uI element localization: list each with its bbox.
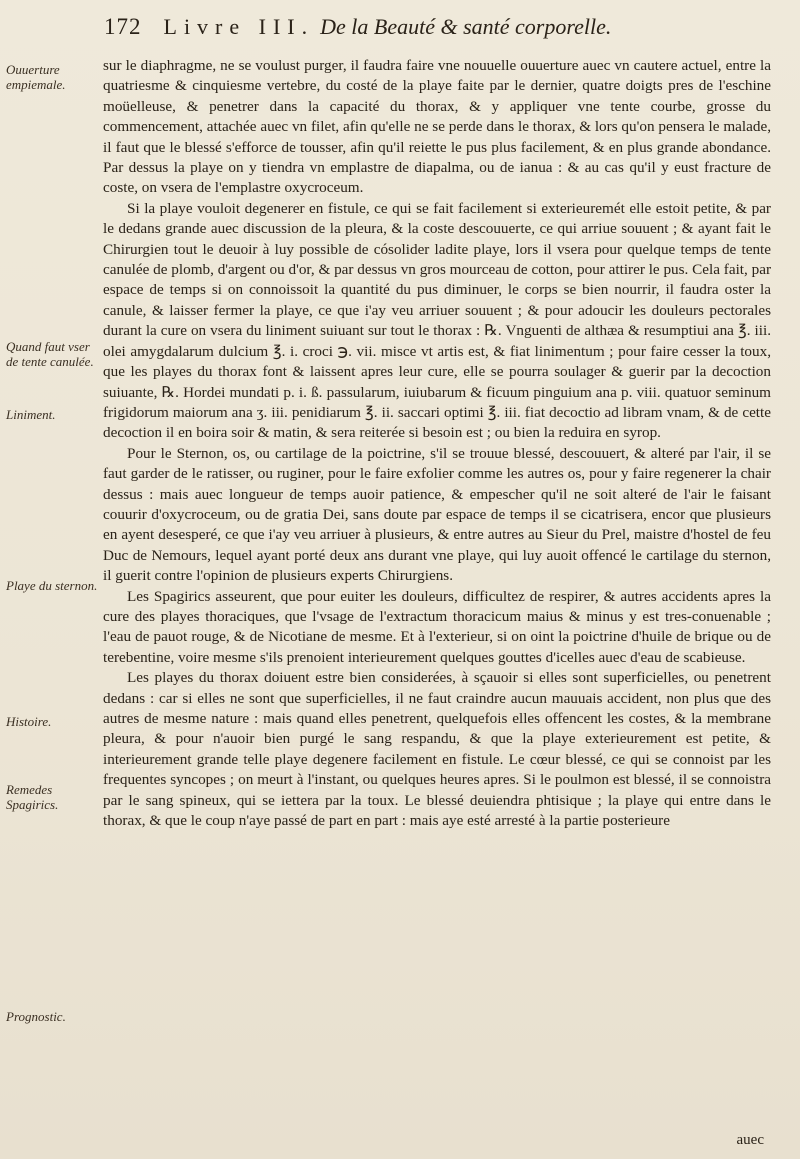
paragraph-sternon: Pour le Sternon, os, ou cartilage de la poictrine, s'il se trouue blessé, descouuert, & alteré par l'air, il se faut garder de le ratisser, ou ruginer, pour le faire exfolier comme les autres os, pour y faire regenerer la chair dessus : mais auec longueur de temps auoir patience, & empescher qu'il ne soit alteré de l'air le faisant couurir d'oxycroceum, ou de gratia Dei, sans doute par espace de temps il se cicatrisera, encor que plusieurs en ayent desesperé, ce que i'ay veu arriuer à plusieurs, & entre autres au Sieur du Prel, maistre d'hostel de feu Duc de Nemours, lequel ayant porté deux ans durant vne playe, qui luy auoit offencé le cartilage du sternon, il guerit contre l'opinion de plusieurs experts Chirurgiens. [103, 444, 771, 585]
catchword: auec [736, 1132, 764, 1148]
paragraph-spagirics: Les Spagirics asseurent, que pour euiter les douleurs, difficultez de respirer, & autres accidents apres la cure des playes thoraciques, que l'vsage de l'extractum thoracicum maius & minus y est tres-conuenable ; l'eau de pauot rouge, & de Nicotiane de mesme. Et à l'exterieur, si on oint la poictrine d'huile de brique ou de terebentine, voire mesme s'ils prenoient interieurement quelques gouttes d'icelles auec d'eau de scabieuse. [103, 587, 771, 666]
margin-note-liniment: Liniment. [6, 407, 56, 422]
page-number: 172 [104, 14, 142, 39]
paragraph-fistule-tente: Si la playe vouloit degenerer en fistule, ce qui se fait facilement si exterieuremét elle estoit petite, & par le dedans grande auec discussion de la pleura, & la coste descouuerte, ce qui arriue souuent ; & ayant fait le Chirurgien tout le deuoir à luy possible de cósolider ladite playe, lors il vsera pour quelque temps de tente canulée de plomb, d'argent ou d'or, & par dessus vn gros mourceau de cotton, pour attirer le pus. Cela fait, par espace de temps si on connoissoit la quantité du pus diminuer, le corps se bien nourrir, il faudra oster la canule, & laisser fermer la playe, ce que i'ay veu arriuer souuent ; & pour adoucir les douleurs pectorales durant la cure on vsera du liniment suiuant sur tout le thorax : ℞. Vnguenti de althæa & resumptiui ana ℥. iii. olei amygdalarum dulcium ℥. i. croci ℈. vii. misce vt artis est, & fiat linimentum ; pour faire cesser la toux, que les playes du thorax font & laissent apres leur cure, elle se pourra soulager & guerir par la decoction suiuante, ℞. Hordei mundati p. i. ß. passularum, iuiubarum & ficuum pinguium ana p. viii. quatuor seminum frigidorum maiorum ana ʒ. iii. penidiarum ℥. ii. saccari optimi ℥. iii. fiat decoctio ad libram vnam, & de cette decoction il en boira soir & matin, & sera reiterée si besoin est ; ou bien la reduira en syrop. [103, 199, 771, 442]
body-text [103, 56, 771, 831]
margin-note-sternon: Playe du sternon. [6, 578, 98, 593]
running-title [164, 14, 612, 40]
margin-note-prognostic: Prognostic. [6, 1009, 66, 1024]
book-title: Livre III. [163, 14, 315, 39]
paragraph-prognostic: Les playes du thorax doiuent estre bien considerées, à sçauoir si elles sont superficielles, ou penetrent dedans : car si elles ne sont que superficielles, il ne faut craindre aucun mauuais accident, non plus que des autres de mesme nature : mais quand elles penetrent, quelquefois elles offencent les costes, & la membrane pleura, & pour n'auoir bien purgé le sang respandu, & que la playe exterieurement est petite, & interieurement grande telle playe degenere facilement en fistule. Le cœur blessé, ce qui se connoist par les frequentes syncopes ; on meurt à l'instant, ou quelques heures apres. Si le poulmon est blessé, il se connoistra par le sang spineux, qui se iettera par la toux. Le blessé deuiendra phtisique ; la playe qui entre dans le thorax, & que le coup n'aye passé de part en part : mais aye esté arresté à la partie posterieure [103, 669, 771, 830]
running-header [104, 14, 760, 48]
margin-note-ouuerture: Ouuerture empiemale. [6, 62, 66, 92]
margin-note-tente-canulee: Quand faut vser de tente canulée. [6, 339, 94, 369]
margin-notes [0, 0, 100, 1159]
paragraph-fistule-ouverture: sur le diaphragme, ne se voulust purger, il faudra faire vne nouuelle ouuerture auec vn cautere actuel, entre la quatriesme & cinquiesme vertebre, du costé de la playe faite par le dernier, quatre doigts pres de l'eschine moüelleuse, & penetrer dans la capacité du thorax, & y appliquer vne tente courbe, grosse du commencement, attachée auec vn filet, afin qu'elle ne se perde dans le thorax, & lors qu'on pensera le malade, il faut que le blessé s'efforce de tousser, afin qu'il reiette le pus plus facilement, & en plus grande abondance. Par dessus la playe on y tiendra vn emplastre de diapalma, ou de ianua : & au cas qu'il y eust fracture de coste, on vsera de l'emplastre oxycroceum. [103, 57, 771, 197]
margin-note-histoire: Histoire. [6, 714, 52, 729]
margin-note-spagirics: Remedes Spagirics. [6, 782, 59, 812]
subject-title: De la Beauté & santé corporelle. [320, 14, 612, 39]
